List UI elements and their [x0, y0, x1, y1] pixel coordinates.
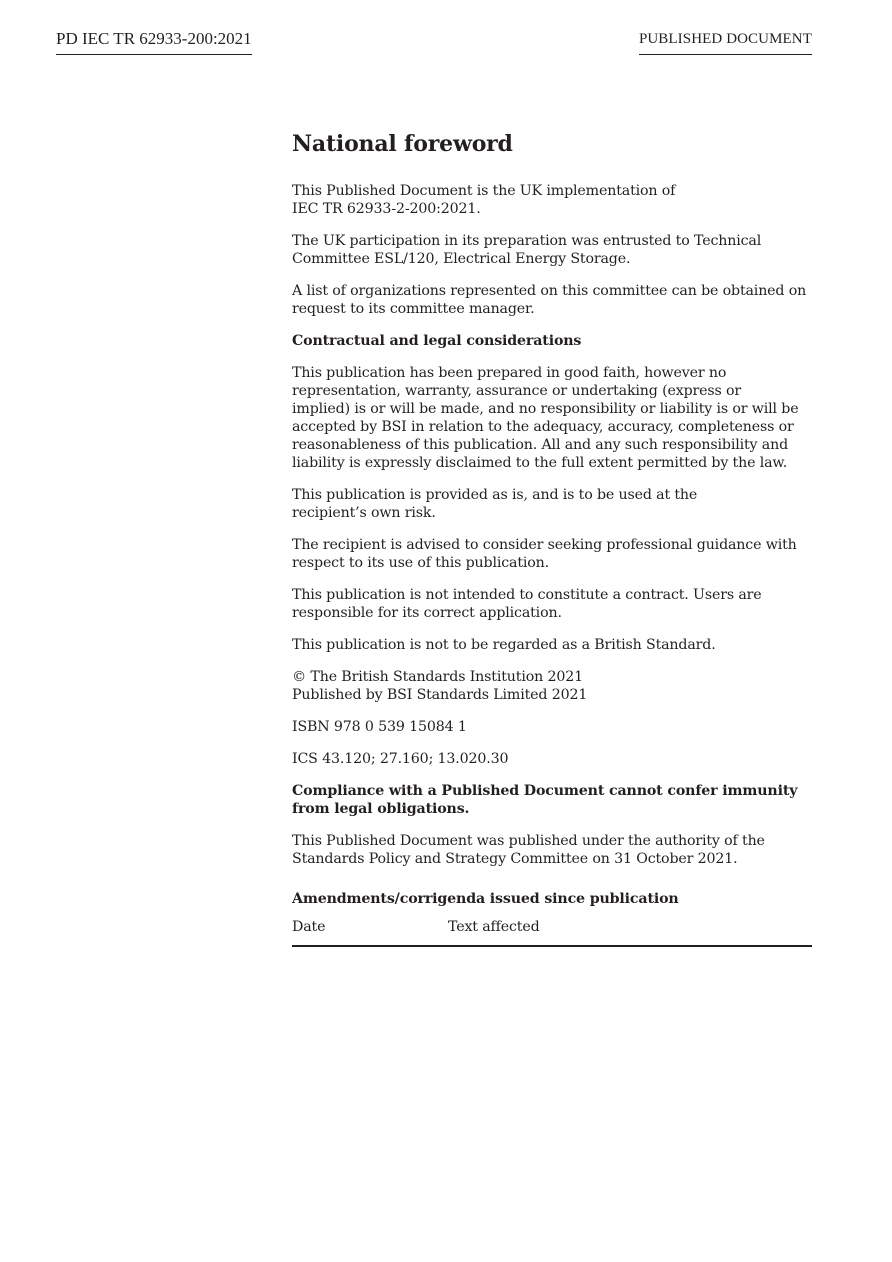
contractual-heading: Contractual and legal considerations: [292, 333, 582, 349]
intro-paragraph-3: A list of organizations represented on this committee can be obtained on request to its committee manager.: [292, 283, 807, 317]
contractual-paragraphs: [292, 364, 812, 654]
amendments-column-text-affected: Text affected: [448, 919, 540, 935]
amendments-column-date: Date: [292, 919, 326, 935]
intro-paragraphs: [292, 182, 812, 318]
contractual-paragraph-5: This publication is not to be regarded as a British Standard.: [292, 637, 716, 653]
contractual-paragraph-2: This publication is provided as is, and is to be used at the recipient’s own risk.: [292, 487, 698, 521]
document-id: PD IEC TR 62933-200:2021: [56, 29, 252, 55]
intro-paragraph-2: The UK participation in its preparation was entrusted to Technical Committee ESL/120, Electrical Energy Storage.: [292, 233, 762, 267]
authority-note: This Published Document was published under the authority of the Standards Policy and Strategy Committee on 31 October 2021.: [292, 833, 765, 867]
contractual-paragraph-3: The recipient is advised to consider seeking professional guidance with respect to its use of this publication.: [292, 537, 797, 571]
isbn: ISBN 978 0 539 15084 1: [292, 719, 467, 735]
page-title: National foreword: [292, 131, 513, 157]
contractual-paragraph-1: This publication has been prepared in good faith, however no representation, warranty, assurance or undertaking (express or implied) is or will be made, and no responsibility or liability is or will be accepted by BSI in relation to the adequacy, accuracy, completeness or reasonableness of this publication. All and any such responsibility and liability is expressly disclaimed to the full extent permitted by the law.: [292, 365, 799, 471]
intro-paragraph-1: This Published Document is the UK implementation of IEC TR 62933-2-200:2021.: [292, 183, 676, 217]
amendments-heading: Amendments/corrigenda issued since publication: [292, 891, 679, 907]
compliance-note: Compliance with a Published Document cannot confer immunity from legal obligations.: [292, 783, 798, 817]
contractual-paragraph-4: This publication is not intended to constitute a contract. Users are responsible for its correct application.: [292, 587, 762, 621]
copyright-notice: © The British Standards Institution 2021 Published by BSI Standards Limited 2021: [292, 669, 588, 703]
national-foreword-section: [292, 128, 812, 947]
ics-codes: ICS 43.120; 27.160; 13.020.30: [292, 751, 509, 767]
document-type: PUBLISHED DOCUMENT: [639, 29, 812, 55]
amendments-table: [292, 918, 812, 947]
